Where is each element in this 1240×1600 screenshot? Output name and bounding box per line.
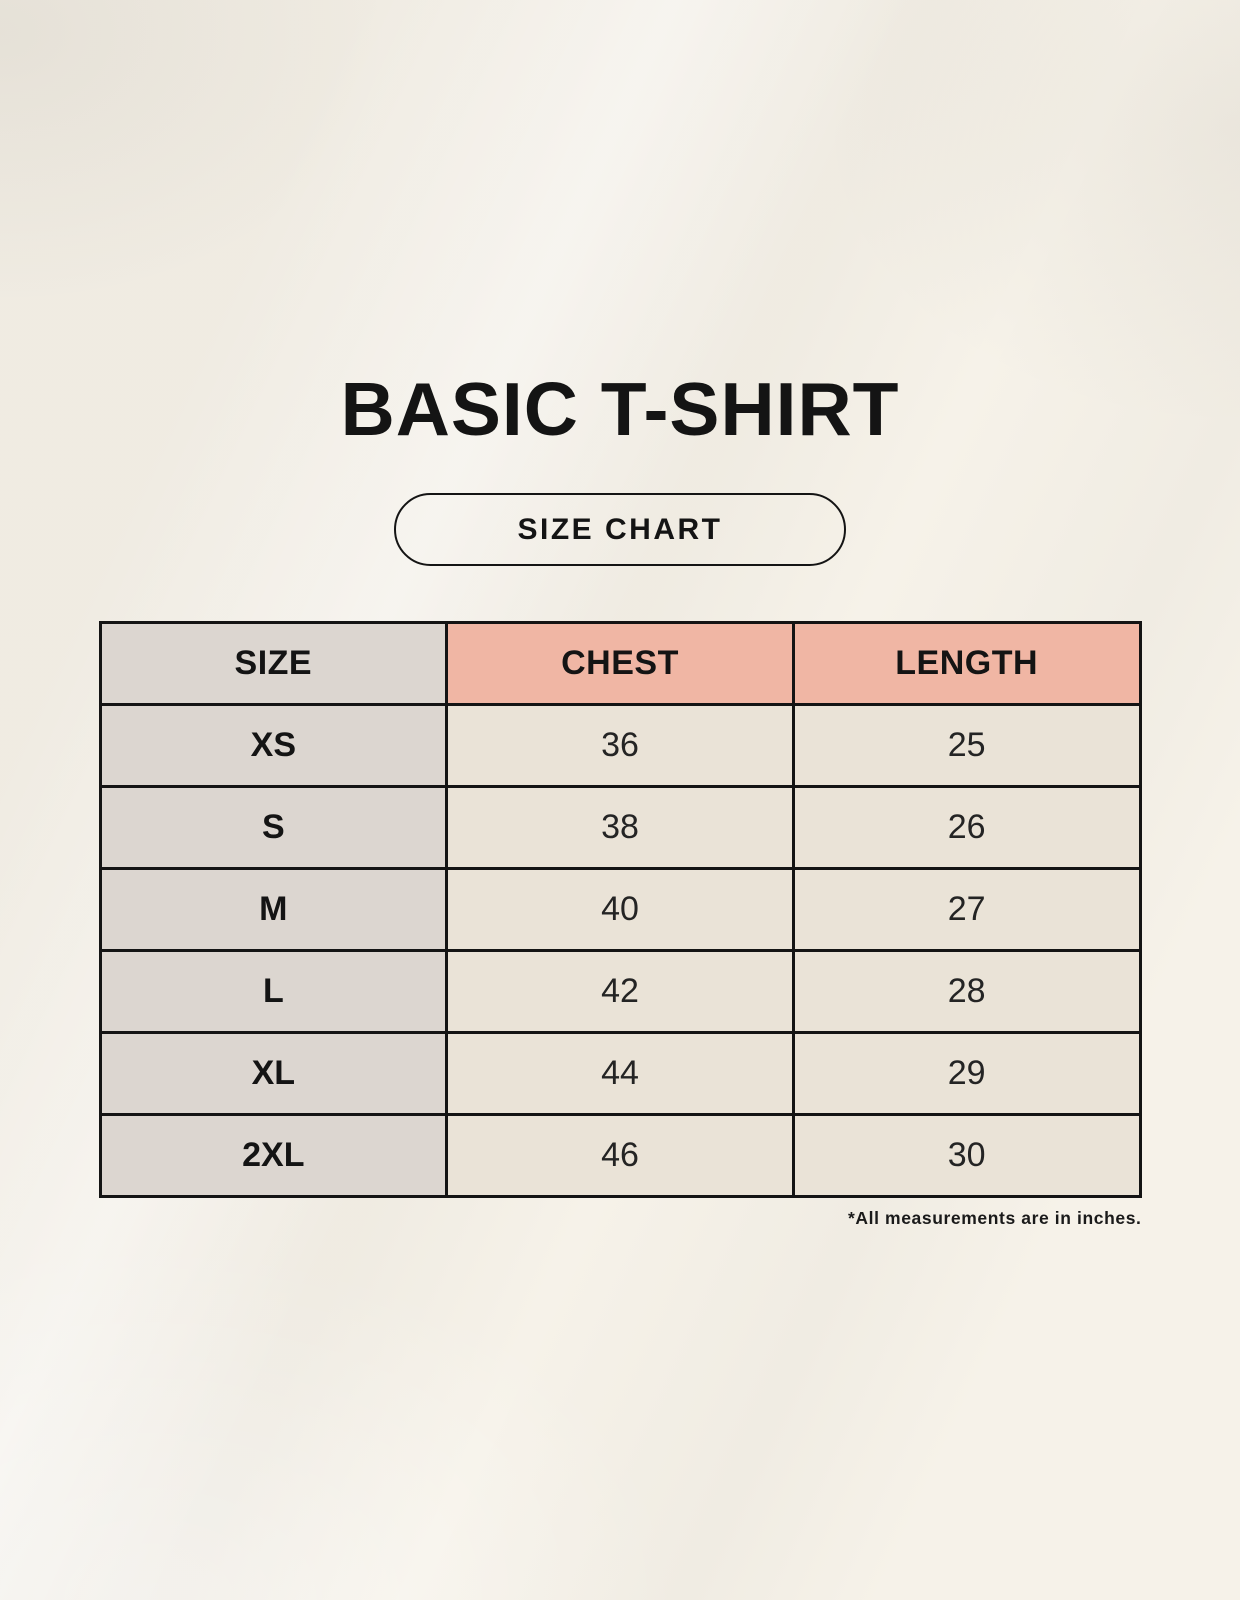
measurement-cell: 25 (793, 705, 1140, 787)
column-header-length: LENGTH (793, 623, 1140, 705)
measurement-cell: 27 (793, 869, 1140, 951)
measurement-cell: 38 (447, 787, 794, 869)
page-title: BASIC T-SHIRT (340, 367, 900, 451)
size-cell: S (100, 787, 447, 869)
measurement-cell: 28 (793, 951, 1140, 1033)
column-header-chest: CHEST (447, 623, 794, 705)
measurement-cell: 42 (447, 951, 794, 1033)
measurement-cell: 44 (447, 1033, 794, 1115)
size-chart-table-container (99, 621, 1142, 1229)
measurement-cell: 30 (793, 1115, 1140, 1197)
size-cell: M (100, 869, 447, 951)
table-row (100, 705, 1140, 787)
table-row (100, 1115, 1140, 1197)
size-cell: XL (100, 1033, 447, 1115)
measurement-cell: 26 (793, 787, 1140, 869)
table-row (100, 869, 1140, 951)
size-chart-badge-label: SIZE CHART (517, 512, 723, 546)
size-chart-badge (394, 493, 846, 566)
size-chart-table (99, 621, 1142, 1198)
table-row (100, 787, 1140, 869)
table-row (100, 1033, 1140, 1115)
measurement-cell: 46 (447, 1115, 794, 1197)
size-cell: 2XL (100, 1115, 447, 1197)
column-header-size: SIZE (100, 623, 447, 705)
measurement-cell: 29 (793, 1033, 1140, 1115)
measurement-cell: 40 (447, 869, 794, 951)
measurements-footnote: *All measurements are in inches. (848, 1208, 1142, 1228)
size-cell: XS (100, 705, 447, 787)
table-row (100, 951, 1140, 1033)
measurement-cell: 36 (447, 705, 794, 787)
table-body (100, 705, 1140, 1197)
table-header-row (100, 623, 1140, 705)
size-cell: L (100, 951, 447, 1033)
